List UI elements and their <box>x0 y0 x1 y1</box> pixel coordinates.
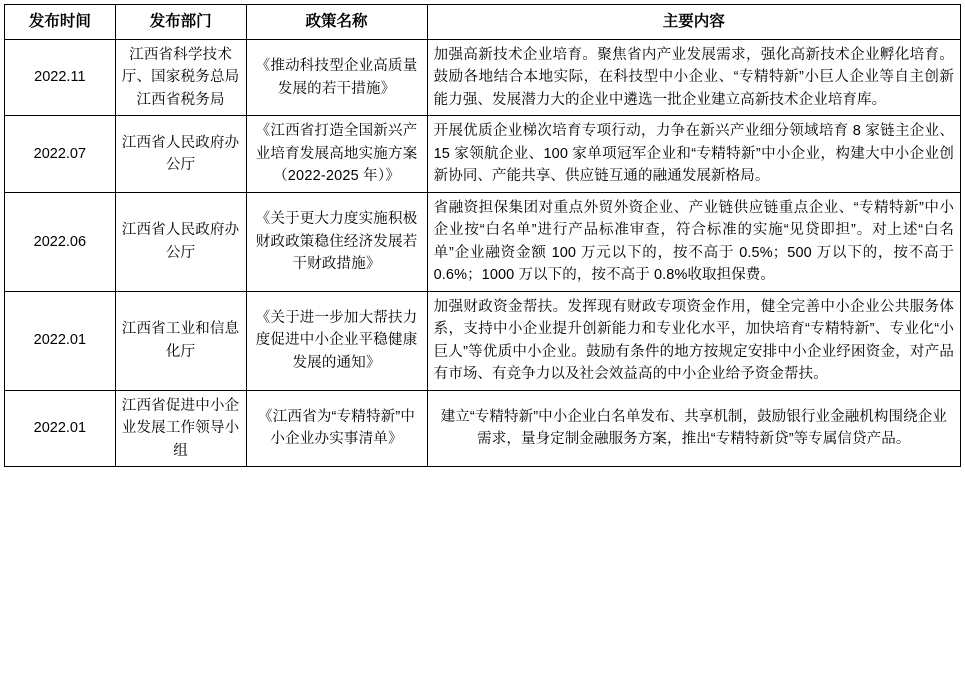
cell-main-content: 加强高新技术企业培育。聚焦省内产业发展需求，强化高新技术企业孵化培育。鼓励各地结合本地实际，在科技型中小企业、“专精特新”小巨人企业等自主创新能力强、发展潜力大的企业中遴选一批企业建立高新技术企业培育库。 <box>427 40 960 116</box>
table-row <box>5 40 961 116</box>
cell-date: 2022.07 <box>5 116 116 192</box>
cell-date: 2022.11 <box>5 40 116 116</box>
cell-date: 2022.01 <box>5 390 116 466</box>
table-row <box>5 390 961 466</box>
column-header-policy-name: 政策名称 <box>246 5 427 40</box>
cell-policy-name: 《推动科技型企业高质量发展的若干措施》 <box>246 40 427 116</box>
cell-policy-name: 《江西省打造全国新兴产业培育发展高地实施方案（2022-2025 年）》 <box>246 116 427 192</box>
cell-department: 江西省促进中小企业发展工作领导小组 <box>115 390 246 466</box>
column-header-department: 发布部门 <box>115 5 246 40</box>
table-header-row <box>5 5 961 40</box>
cell-main-content: 省融资担保集团对重点外贸外资企业、产业链供应链重点企业、“专精特新”中小企业按“白名单”进行产品标准审查，符合标准的实施“见贷即担”。对上述“白名单”企业融资金额 100 万元以下的，按不高于 0.5%；500 万以下的，按不高于 0.6%；1000 万以下的，按不高于 0.8%收取担保费。 <box>427 192 960 291</box>
table-row <box>5 192 961 291</box>
cell-policy-name: 《关于进一步加大帮扶力度促进中小企业平稳健康发展的通知》 <box>246 291 427 390</box>
table-row <box>5 291 961 390</box>
cell-department: 江西省人民政府办公厅 <box>115 192 246 291</box>
policy-table <box>4 4 961 467</box>
cell-department: 江西省工业和信息化厅 <box>115 291 246 390</box>
cell-policy-name: 《江西省为“专精特新”中小企业办实事清单》 <box>246 390 427 466</box>
cell-main-content: 建立“专精特新”中小企业白名单发布、共享机制，鼓励银行业金融机构围绕企业需求，量身定制金融服务方案，推出“专精特新贷”等专属信贷产品。 <box>427 390 960 466</box>
cell-main-content: 加强财政资金帮扶。发挥现有财政专项资金作用，健全完善中小企业公共服务体系，支持中小企业提升创新能力和专业化水平，加快培育“专精特新”、专业化“小巨人”等优质中小企业。鼓励有条件的地方按规定安排中小企业纾困资金，对产品有市场、有竞争力以及社会效益高的中小企业给予资金帮扶。 <box>427 291 960 390</box>
cell-department: 江西省科学技术厅、国家税务总局江西省税务局 <box>115 40 246 116</box>
cell-date: 2022.06 <box>5 192 116 291</box>
cell-department: 江西省人民政府办公厅 <box>115 116 246 192</box>
cell-date: 2022.01 <box>5 291 116 390</box>
table-row <box>5 116 961 192</box>
cell-policy-name: 《关于更大力度实施积极财政政策稳住经济发展若干财政措施》 <box>246 192 427 291</box>
column-header-main-content: 主要内容 <box>427 5 960 40</box>
column-header-date: 发布时间 <box>5 5 116 40</box>
cell-main-content: 开展优质企业梯次培育专项行动，力争在新兴产业细分领域培育 8 家链主企业、15 家领航企业、100 家单项冠军企业和“专精特新”中小企业，构建大中小企业创新协同、产能共享、供应链互通的融通发展新格局。 <box>427 116 960 192</box>
